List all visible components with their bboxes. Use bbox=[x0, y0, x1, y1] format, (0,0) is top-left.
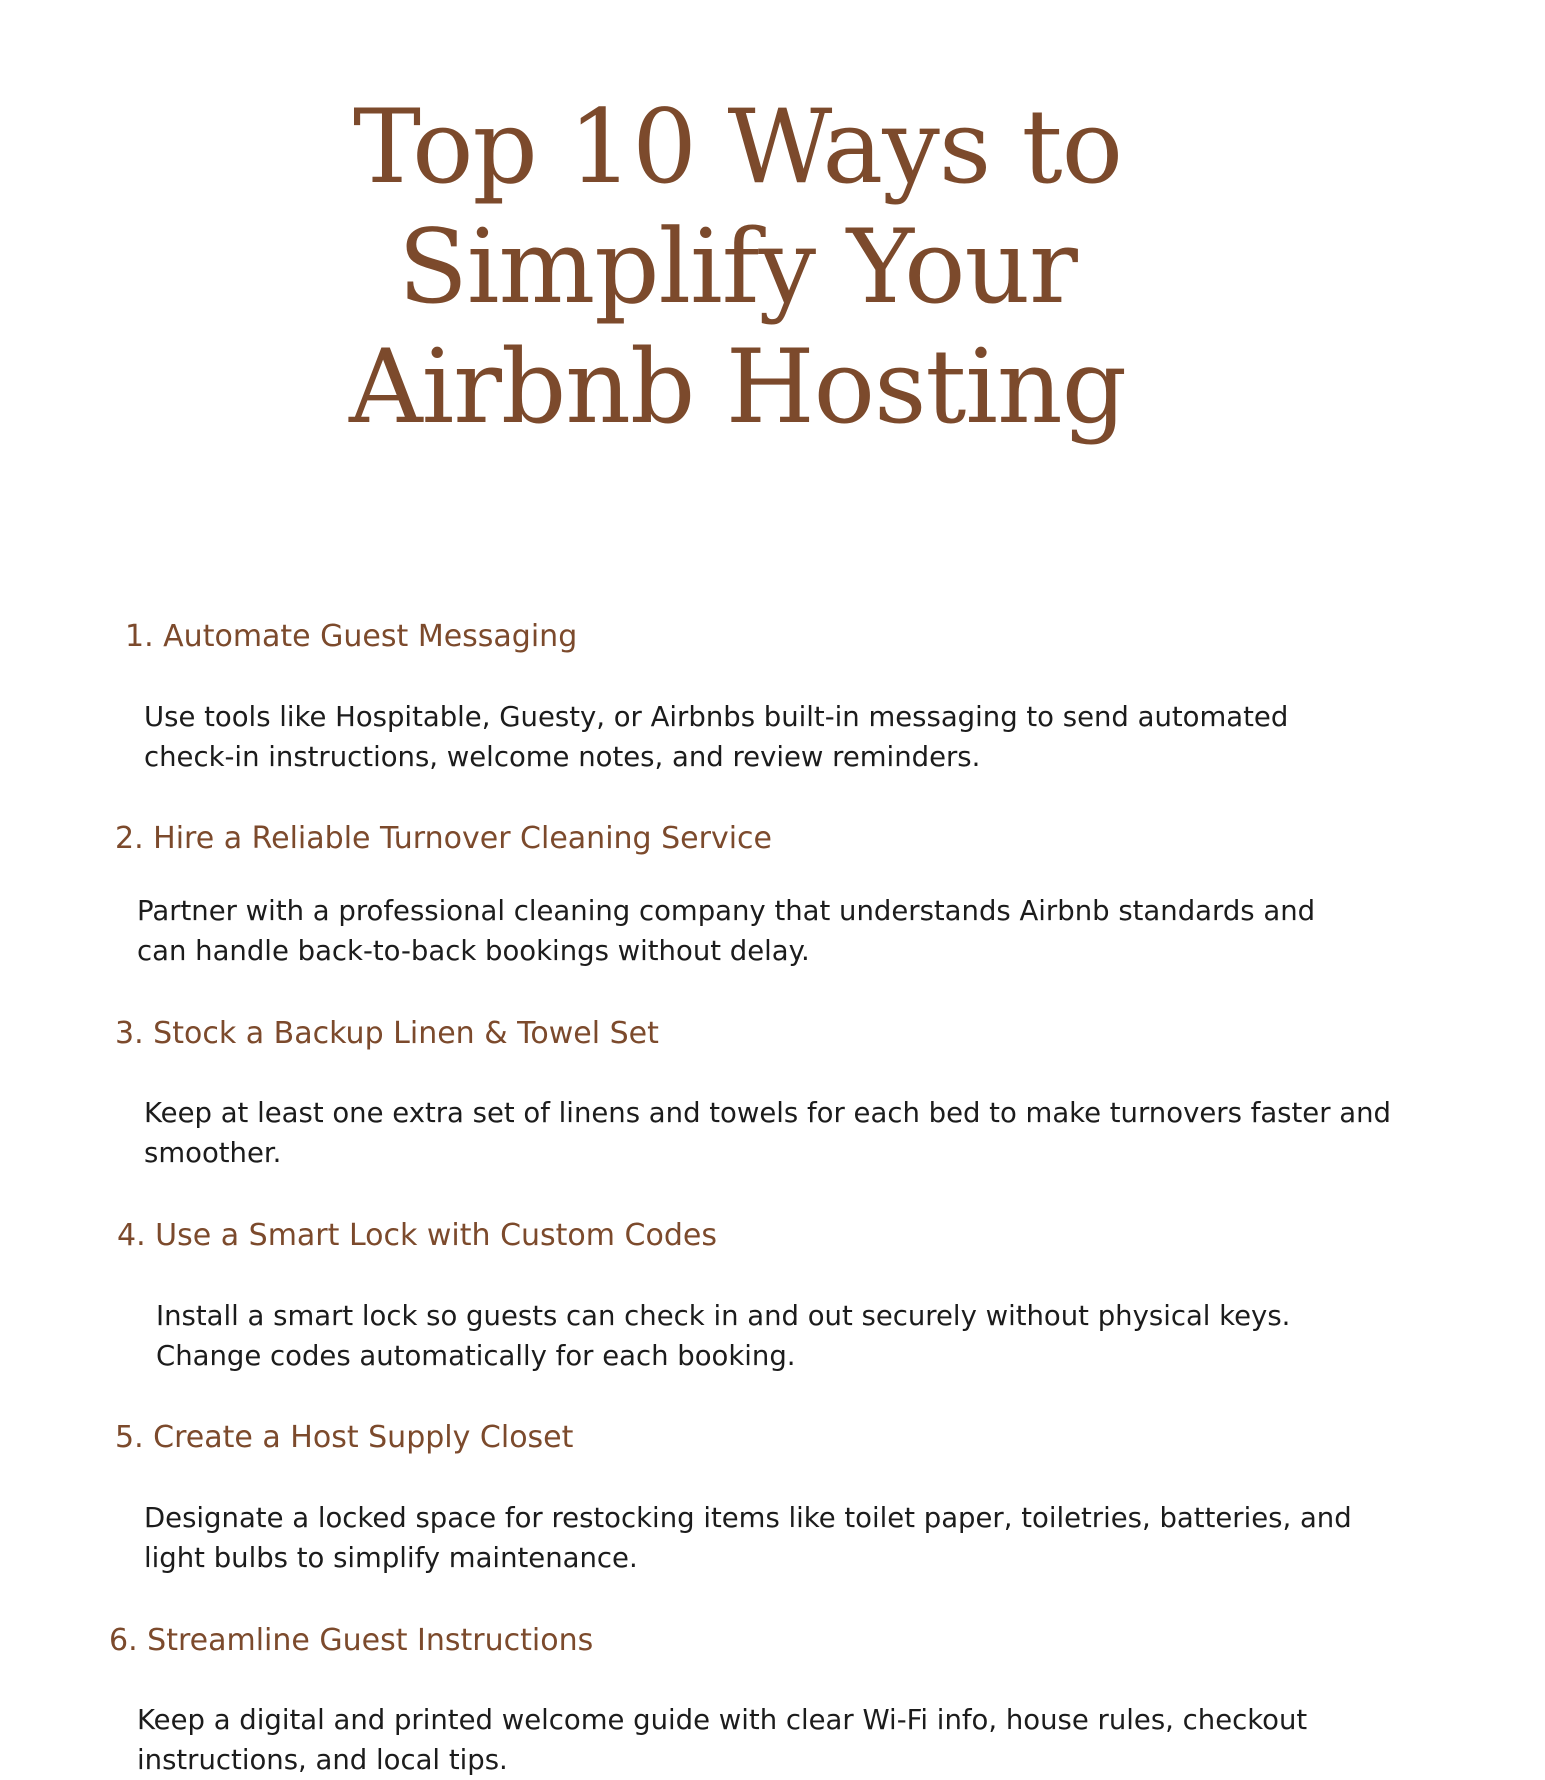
title-line-3: Airbnb Hosting bbox=[348, 328, 1127, 447]
tip-heading: 1. Automate Guest Messaging bbox=[125, 619, 578, 654]
tip-body-line: Keep a digital and printed welcome guide with clear Wi-Fi info, house rules, checkout bbox=[137, 1704, 1308, 1736]
tip-body bbox=[137, 891, 1315, 971]
title-line-1: Top 10 Ways to bbox=[352, 88, 1123, 207]
tip-heading: 4. Use a Smart Lock with Custom Codes bbox=[117, 1218, 717, 1253]
tip-body-line: check-in instructions, welcome notes, and review reminders. bbox=[144, 741, 981, 773]
tip-body-line: Install a smart lock so guests can check in and out securely without physical keys. bbox=[156, 1300, 1291, 1332]
tip-body bbox=[144, 1498, 1352, 1578]
title-line-2: Simplify Your bbox=[398, 208, 1077, 327]
tip-body bbox=[144, 697, 1288, 777]
tip-heading: 3. Stock a Backup Linen & Towel Set bbox=[115, 1016, 659, 1051]
tip-body bbox=[144, 1093, 1391, 1173]
page-title bbox=[0, 88, 1475, 448]
tip-body-line: light bulbs to simplify maintenance. bbox=[144, 1542, 638, 1574]
tip-body-line: Keep at least one extra set of linens and towels for each bed to make turnovers faster and bbox=[144, 1097, 1391, 1129]
tip-body-line: Designate a locked space for restocking items like toilet paper, toiletries, batteries, and bbox=[144, 1502, 1352, 1534]
tip-body bbox=[156, 1296, 1290, 1376]
tip-body-line: Change codes automatically for each booking. bbox=[156, 1340, 796, 1372]
tip-body-line: Partner with a professional cleaning company that understands Airbnb standards and bbox=[137, 895, 1316, 927]
tip-body-line: instructions, and local tips. bbox=[137, 1744, 508, 1776]
tip-body-line: smoother. bbox=[144, 1137, 282, 1169]
tip-heading: 5. Create a Host Supply Closet bbox=[115, 1420, 574, 1455]
tip-body-line: Use tools like Hospitable, Guesty, or Airbnbs built-in messaging to send automated bbox=[144, 701, 1289, 733]
tip-heading: 6. Streamline Guest Instructions bbox=[109, 1623, 594, 1658]
tip-body-line: can handle back-to-back bookings without delay. bbox=[137, 935, 810, 967]
tip-heading: 2. Hire a Reliable Turnover Cleaning Service bbox=[115, 821, 772, 856]
tip-body bbox=[137, 1700, 1307, 1780]
